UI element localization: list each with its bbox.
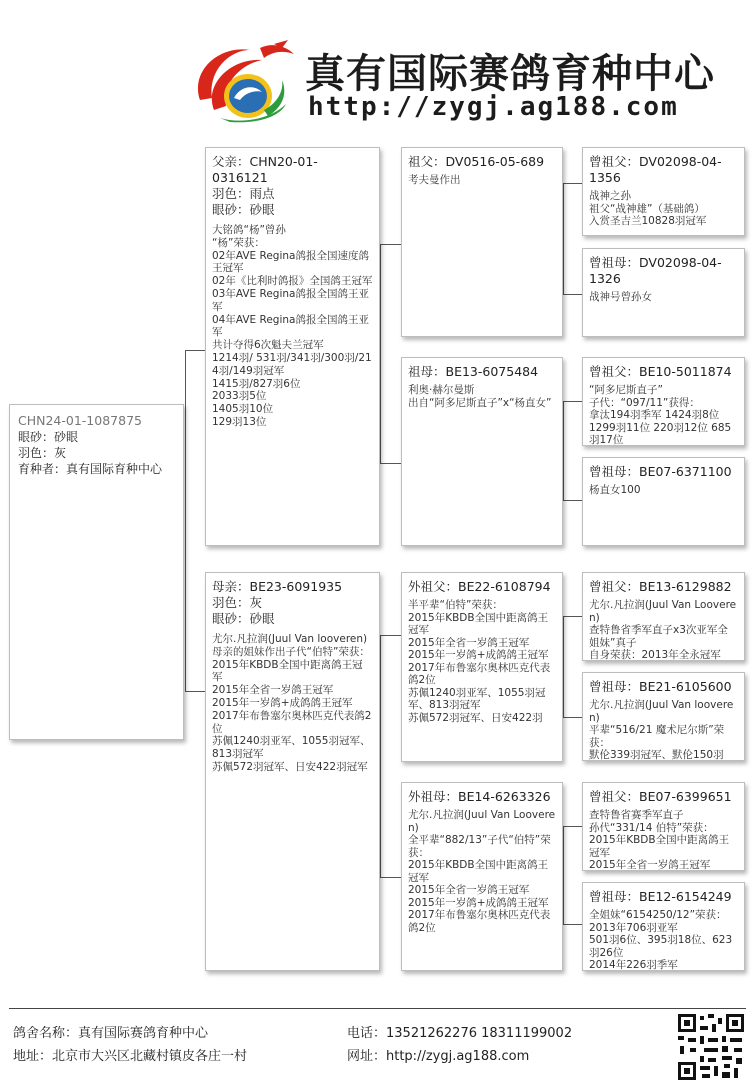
- great-granddam-4-card: [582, 882, 745, 971]
- great-grandsire-4-title: 曾祖父：BE07-6399651: [589, 789, 732, 804]
- sire-notes: 大铭鸽“杨”曾孙 “杨”荣获： 02年AVE Regina鸽报全国速度鸽王冠军 02年《比利时鸽报》全国鸽王冠军 03年AVE Regina鸽报全国鸽王亚军 04年AVE Regina鸽报全国鸽王亚军 共计夺得6次魁夫兰冠军 1214羽/ 531羽/341羽/300羽/214羽/149羽冠军 1415羽/827羽6位 2033羽5位 1405羽10位 129羽13位: [212, 224, 373, 428]
- connector: [563, 401, 582, 402]
- great-granddam-1-title: 曾祖母：DV02098-04-1326: [589, 255, 722, 286]
- footer-divider: [9, 1008, 746, 1009]
- sire-eye: 眼砂：砂眼: [212, 202, 275, 217]
- grandsire-paternal-card: [401, 147, 563, 337]
- great-grandsire-3-title: 曾祖父：BE13-6129882: [589, 579, 732, 594]
- great-granddam-2-card: [582, 457, 745, 546]
- connector: [563, 401, 564, 501]
- connector: [563, 500, 582, 501]
- brand-title: 真有国际赛鸽育种中心: [305, 51, 715, 97]
- connector: [380, 463, 401, 464]
- great-granddam-1-notes: 战神号曾孙女: [589, 291, 652, 303]
- connector: [563, 826, 582, 827]
- connector: [380, 635, 401, 636]
- connector: [185, 691, 205, 692]
- great-granddam-1-card: [582, 248, 745, 337]
- connector: [380, 244, 401, 245]
- great-grandsire-3-notes: 尤尔.凡拉润(Juul Van Looveren) 查特鲁省季军直子x3次亚军全姐妹”真子 自身荣获：2013年全永冠军: [589, 599, 737, 661]
- qr-code-icon: [676, 1012, 746, 1082]
- connector: [563, 924, 582, 925]
- dam-eye: 眼砂：砂眼: [212, 611, 275, 626]
- connector: [563, 717, 582, 718]
- great-grandsire-1-title: 曾祖父：DV02098-04-1356: [589, 154, 722, 185]
- grandsire-paternal-notes: 考夫曼作出: [408, 174, 461, 186]
- subject-ring: CHN24-01-1087875: [18, 413, 142, 428]
- sire-card: [205, 147, 380, 546]
- logo: [190, 40, 302, 124]
- dam-card: [205, 572, 380, 971]
- granddam-paternal-card: [401, 357, 563, 546]
- subject-eye: 眼砂：砂眼: [18, 430, 79, 444]
- grandsire-maternal-title: 外祖父：BE22-6108794: [408, 579, 551, 594]
- connector: [563, 616, 582, 617]
- great-grandsire-1-notes: 战神之孙 祖父“战神雄”（基础鸽） 入赏圣吉兰10828羽冠军: [589, 190, 707, 227]
- connector: [563, 826, 564, 925]
- footer-phone: 电话：13521262276 18311199002: [347, 1026, 573, 1041]
- great-grandsire-2-title: 曾祖父：BE10-5011874: [589, 364, 732, 379]
- great-grandsire-3-card: [582, 572, 745, 661]
- dam-notes: 尤尔.凡拉润(Juul Van looveren) 母亲的姐妹作出子代“伯特”荣获： 2015年KBDB全国中距离鸽王冠军 2015年全省一岁鸽王冠军 2015年一岁鸽+成鸽鸽王冠军 2017年布鲁塞尔奥林匹克代表鸽2位 苏佩1240羽亚军、1055羽冠军、813羽冠军 苏佩572羽冠军、日安422羽冠军: [212, 633, 372, 773]
- footer-website[interactable]: 网址：http://zygj.ag188.com: [347, 1049, 530, 1064]
- great-granddam-2-notes: 杨直女100: [589, 484, 641, 496]
- grandsire-maternal-card: [401, 572, 563, 762]
- great-granddam-4-title: 曾祖母：BE12-6154249: [589, 889, 732, 904]
- connector: [563, 294, 582, 295]
- great-grandsire-1-card: [582, 147, 745, 236]
- connector: [563, 183, 582, 184]
- grandsire-paternal-title: 祖父：DV0516-05-689: [408, 154, 545, 169]
- subject-breeder: 育种者：真有国际育种中心: [18, 462, 163, 476]
- logo-emblem-icon: [190, 40, 302, 124]
- great-granddam-3-card: [582, 672, 745, 761]
- great-grandsire-2-notes: “阿多尼斯直子” 子代：“097/11”获得： 拿汰194羽季军 1424羽8位 1299羽11位 220羽12位 685羽17位: [589, 384, 732, 446]
- footer-loft-name: 鸽舍名称：真有国际赛鸽育种中心: [13, 1026, 209, 1041]
- great-granddam-2-title: 曾祖母：BE07-6371100: [589, 464, 732, 479]
- subject-card: [9, 404, 184, 740]
- footer-address: 地址：北京市大兴区北藏村镇皮各庄一村: [13, 1049, 248, 1064]
- great-granddam-3-title: 曾祖母：BE21-6105600: [589, 679, 732, 694]
- great-granddam-4-notes: 全姐妹“6154250/12”荣获： 2013年706羽亚军 501羽6位、395羽18位、623羽26位 2014年226羽季军: [589, 909, 733, 971]
- granddam-maternal-title: 外祖母：BE14-6263326: [408, 789, 551, 804]
- connector: [380, 877, 401, 878]
- granddam-paternal-notes: 利奥·赫尔曼斯 出自“阿多尼斯直子”x“杨直女”: [408, 384, 552, 409]
- sire-color: 羽色：雨点: [212, 186, 275, 201]
- connector: [380, 635, 381, 878]
- granddam-paternal-title: 祖母：BE13-6075484: [408, 364, 539, 379]
- subject-color: 羽色：灰: [18, 446, 67, 460]
- sire-title: 父亲：CHN20-01-0316121: [212, 154, 318, 185]
- great-grandsire-4-notes: 查特鲁省赛季军直子 孙代“331/14 伯特”荣获： 2015年KBDB全国中距离鸽王冠军 2015年全省一岁鸽王冠军: [589, 809, 730, 871]
- dam-title: 母亲：BE23-6091935: [212, 579, 343, 594]
- connector: [185, 350, 186, 692]
- granddam-maternal-card: [401, 782, 563, 971]
- connector: [380, 244, 381, 464]
- connector: [185, 350, 205, 351]
- connector: [563, 616, 564, 718]
- dam-color: 羽色：灰: [212, 595, 263, 610]
- great-granddam-3-notes: 尤尔.凡拉润(Juul Van looveren) 平辈“516/21 魔术尼尔斯”荣获： 默伦339羽冠军、默伦150羽: [589, 699, 734, 761]
- brand-url: http://zygj.ag188.com: [308, 92, 679, 122]
- granddam-maternal-notes: 尤尔.凡拉润(Juul Van Looveren) 全平辈“882/13”子代“伯特”荣获： 2015年KBDB全国中距离鸽王冠军 2015年全省一岁鸽王冠军 2015年一岁鸽+成鸽鸽王冠军 2017年布鲁塞尔奥林匹克代表鸽2位: [408, 809, 556, 934]
- grandsire-maternal-notes: 半平辈“伯特”荣获： 2015年KBDB全国中距离鸽王冠军 2015年全省一岁鸽王冠军 2015年一岁鸽+成鸽鸽王冠军 2017年布鲁塞尔奥林匹克代表鸽2位 苏佩1240羽亚军、1055羽冠军、813羽冠军 苏佩572羽冠军、日安422羽: [408, 599, 551, 724]
- connector: [563, 183, 564, 295]
- great-grandsire-2-card: [582, 357, 745, 446]
- great-grandsire-4-card: [582, 782, 745, 871]
